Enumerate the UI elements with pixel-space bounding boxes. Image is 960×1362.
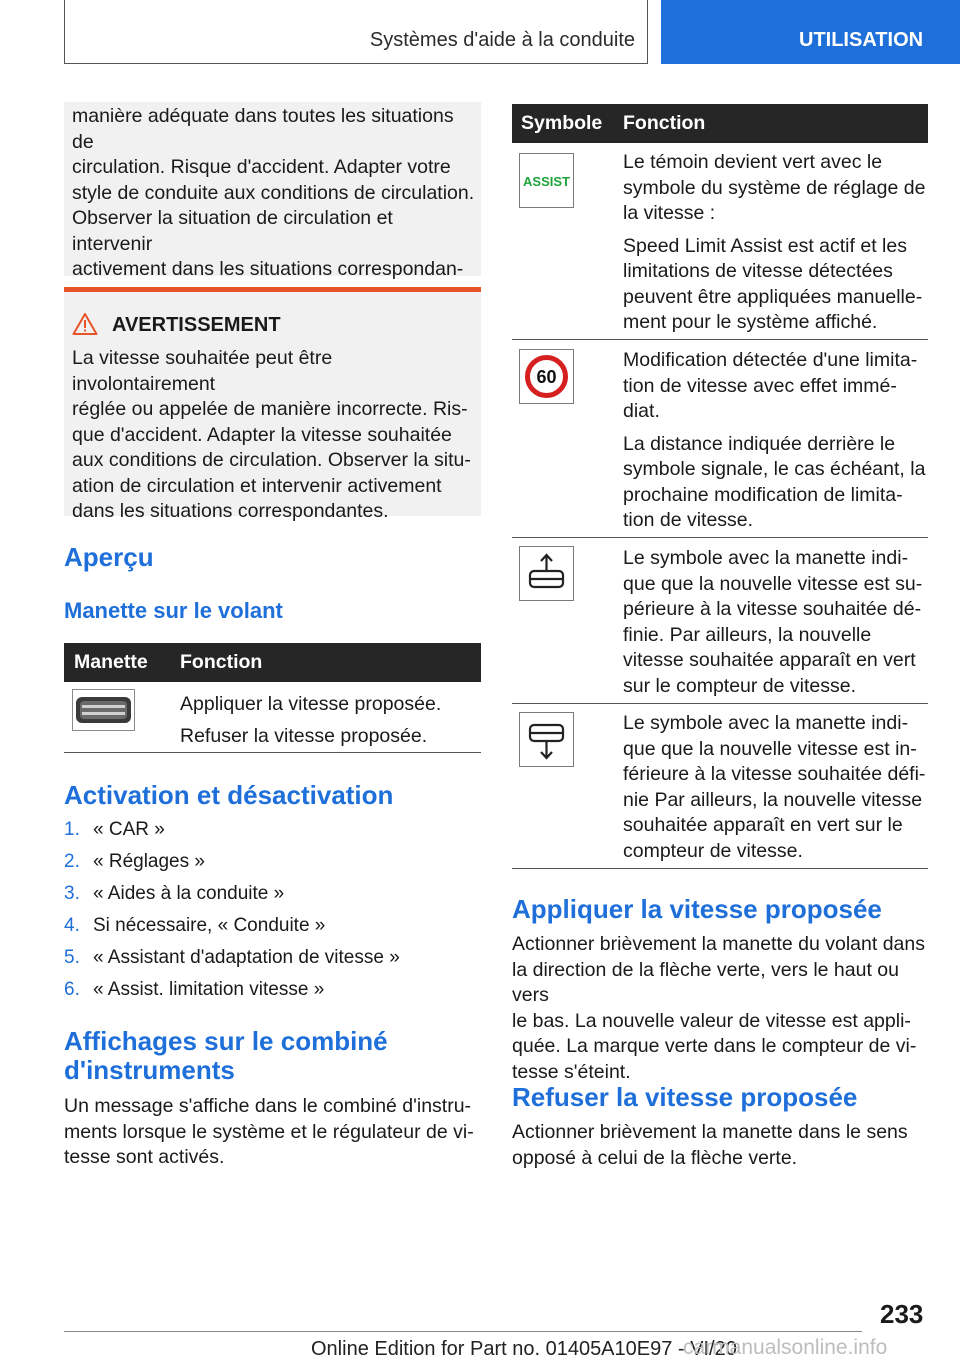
step-number: 4. [64, 915, 80, 936]
symbol-row-line: Speed Limit Assist est actif et les [623, 234, 907, 257]
symbol-row-line: Le symbole avec la manette indi‐ [623, 712, 909, 734]
step-item [64, 979, 481, 1011]
intro-line: style de conduite aux conditions de circulation. [72, 181, 475, 204]
symbol-row-line: Le symbole avec la manette indi‐ [623, 547, 909, 569]
step-item [64, 915, 481, 947]
symbol-row-line: que que la nouvelle vitesse est su‐ [623, 572, 923, 595]
symbol-row-line: périeure à la vitesse souhaitée dé‐ [623, 598, 922, 620]
symbol-row-line: limitations de vitesse détectées [623, 260, 893, 282]
symbol-row-line: que que la nouvelle vitesse est in‐ [623, 737, 917, 760]
refuse-text [512, 1120, 928, 1171]
lever-col-manette: Manette [74, 651, 148, 673]
header-section-title: Systèmes d'aide à la conduite [369, 29, 635, 51]
warning-line: aux conditions de circulation. Observer la situ‐ [72, 449, 471, 471]
intro-line: Observer la situation de circulation et intervenir [72, 207, 393, 255]
symbol-row-line: diat. [623, 400, 660, 422]
step-text: « Réglages » [93, 851, 205, 872]
lever-down-icon [519, 712, 574, 767]
refuse-line: Actionner brièvement la manette dans le sens [512, 1121, 908, 1143]
step-text: « Assist. limitation vitesse » [93, 979, 325, 1000]
symbol-row-line: compteur de vitesse. [623, 839, 803, 862]
step-number: 1. [64, 819, 80, 840]
displays-heading-line1: Affichages sur le combiné [64, 1026, 388, 1056]
lever-table-header [64, 643, 481, 682]
symbol-table-rule [512, 703, 928, 704]
step-text: « CAR » [93, 819, 165, 840]
lever-up-icon [519, 546, 574, 601]
symbol-row-line: sur le compteur de vitesse. [623, 674, 857, 697]
footer-rule [64, 1331, 862, 1332]
step-text: « Aides à la conduite » [93, 883, 285, 904]
symbol-row-2-text [623, 348, 928, 534]
displays-line: ments lorsque le système et le régulateur de vi‐ [64, 1120, 474, 1143]
displays-text [64, 1094, 481, 1171]
symbol-row-line: finie. Par ailleurs, la nouvelle [623, 623, 872, 646]
overview-subheading: Manette sur le volant [64, 598, 283, 623]
symbol-row-4-text [623, 711, 928, 864]
symbol-row-line: férieure à la vitesse souhaitée défi‐ [623, 763, 926, 785]
header-chapter-tab [661, 0, 960, 64]
symbol-row-line: peuvent être appliquées manuelle‐ [623, 285, 923, 308]
symbol-row-line: vitesse souhaitée apparaît en vert [623, 649, 916, 671]
symbol-row-line: tion de vitesse. [623, 509, 754, 531]
apply-line: le bas. La nouvelle valeur de vitesse est appli‐ [512, 1009, 911, 1032]
displays-line: tesse sont activés. [64, 1146, 225, 1168]
edition-text: Online Edition for Part no. 01405A10E97 - VI/20 [311, 1338, 737, 1360]
page-number: 233 [880, 1299, 924, 1329]
warning-line: réglée ou appelée de manière incorrecte. Ris‐ [72, 398, 468, 420]
step-text: « Assistant d'adaptation de vitesse » [93, 947, 400, 968]
apply-line: Actionner brièvement la manette du volant dans [512, 933, 925, 955]
symbol-table-rule [512, 868, 928, 869]
symbol-row-line: symbole signale, le cas échéant, la [623, 458, 926, 480]
displays-heading-line2: d'instruments [64, 1055, 235, 1085]
step-text: Si nécessaire, « Conduite » [93, 915, 326, 936]
symbol-row-line: symbole du système de réglage de [623, 176, 926, 199]
assist-icon [519, 153, 574, 208]
lever-table-rule [64, 752, 481, 753]
apply-text [512, 932, 928, 1085]
step-item [64, 883, 481, 915]
intro-line: circulation. Risque d'accident. Adapter votre [72, 156, 451, 178]
symbol-col-symbole: Symbole [521, 112, 603, 134]
symbol-row-line: tion de vitesse avec effet immé‐ [623, 374, 897, 397]
activation-heading: Activation et désactivation [64, 780, 394, 810]
intro-note-box [64, 102, 481, 280]
lever-col-fonction: Fonction [180, 651, 263, 673]
assist-icon-text: ASSIST [523, 174, 570, 189]
warning-line: ation de circulation et intervenir activement [72, 474, 442, 497]
step-item [64, 819, 481, 851]
lever-apply-text: Appliquer la vitesse proposée. [180, 693, 442, 715]
symbol-row-line: Modification détectée d'une limita‐ [623, 349, 918, 371]
warning-line: dans les situations correspondantes. [72, 500, 389, 522]
apply-heading: Appliquer la vitesse proposée [512, 894, 882, 924]
header-chapter-title: UTILISATION [799, 29, 924, 51]
symbol-row-line: prochaine modification de limita‐ [623, 483, 903, 506]
step-item [64, 947, 481, 979]
symbol-table-header [512, 104, 928, 143]
displays-heading [64, 1027, 388, 1085]
activation-steps [64, 819, 481, 1011]
lever-refuse-text: Refuser la vitesse proposée. [180, 725, 428, 747]
refuse-line: opposé à celui de la flèche verte. [512, 1146, 798, 1169]
warning-triangle-icon [72, 312, 98, 336]
warning-title: AVERTISSEMENT [112, 314, 281, 336]
intro-line: manière adéquate dans toutes les situations de [72, 105, 454, 153]
symbol-row-line: La distance indiquée derrière le [623, 432, 896, 455]
warning-line: La vitesse souhaitée peut être involontairement [72, 347, 333, 395]
steering-lever-icon [72, 689, 135, 731]
overview-heading: Aperçu [64, 542, 154, 572]
symbol-row-line: ment pour le système affiché. [623, 311, 878, 333]
displays-line: Un message s'affiche dans le combiné d'instru‐ [64, 1095, 472, 1117]
symbol-row-1-text [623, 150, 928, 336]
symbol-table-rule [512, 537, 928, 538]
step-number: 6. [64, 979, 80, 1000]
symbol-row-line: souhaitée apparaît en vert sur le [623, 814, 903, 836]
watermark-text: carmanualsonline.info [683, 1336, 888, 1359]
speed-limit-value: 60 [536, 367, 557, 387]
warning-line: que d'accident. Adapter la vitesse souhaitée [72, 423, 452, 446]
warning-text [72, 346, 477, 525]
symbol-row-line: nie Par ailleurs, la nouvelle vitesse [623, 788, 923, 811]
symbol-row-3-text [623, 546, 928, 699]
symbol-row-line: la vitesse : [623, 202, 716, 224]
speed-limit-60-icon [519, 349, 574, 404]
step-item [64, 851, 481, 883]
header-section-box [64, 0, 648, 64]
step-number: 2. [64, 851, 80, 872]
apply-line: quée. La marque verte dans le compteur de vi‐ [512, 1035, 917, 1057]
refuse-heading: Refuser la vitesse proposée [512, 1082, 858, 1112]
apply-line: tesse s'éteint. [512, 1060, 631, 1083]
apply-line: la direction de la flèche verte, vers le haut ou vers [512, 958, 899, 1006]
symbol-table-rule [512, 339, 928, 340]
step-number: 5. [64, 947, 80, 968]
intro-line: activement dans les situations correspondan‐ [72, 258, 464, 280]
step-number: 3. [64, 883, 80, 904]
symbol-col-fonction: Fonction [623, 112, 706, 134]
symbol-row-line: Le témoin devient vert avec le [623, 151, 883, 173]
